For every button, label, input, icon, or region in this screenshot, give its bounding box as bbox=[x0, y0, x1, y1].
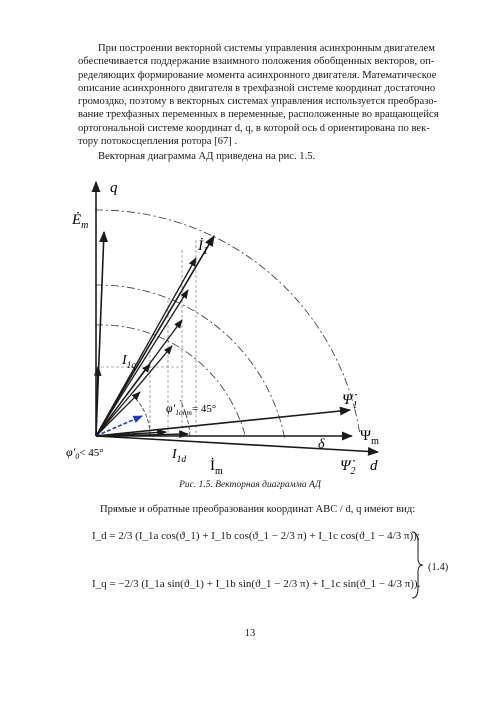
figure-caption: Рис. 1.5. Векторная диаграмма АД bbox=[179, 480, 321, 490]
equation-brace bbox=[410, 530, 424, 600]
equation-iq: I_q = −2/3 (I_1a sin(ϑ_1) + I_1b sin(ϑ_1 − 2/3 π) + I_1c sin(ϑ_1 − 4/3 π)). bbox=[92, 578, 421, 590]
text-line: тору потокосцепления ротора [67] . bbox=[78, 136, 238, 148]
arc-tiny bbox=[180, 400, 190, 436]
equation-id: I_d = 2/3 (I_1a cos(ϑ_1) + I_1b cos(ϑ_1 − 2/3 π) + I_1c cos(ϑ_1 − 4/3 π)); bbox=[92, 530, 420, 542]
label-i1: $İ_1$ bbox=[198, 238, 208, 257]
vector-diagram bbox=[0, 170, 500, 477]
text-line: громоздко, поэтому в векторных системах управления используется преобразо- bbox=[78, 96, 438, 108]
paragraph-figure-ref bbox=[78, 150, 434, 163]
text-line: При построении векторной системы управления асинхронным двигателем bbox=[98, 43, 435, 54]
text-line: вание трехфазных переменных в переменные, расположенные во вращающейся bbox=[78, 109, 439, 121]
vector-i-d bbox=[96, 346, 172, 436]
arc-inner bbox=[95, 325, 245, 435]
label-q: q bbox=[110, 180, 118, 196]
arc-small bbox=[135, 398, 150, 435]
transform-intro: Прямые и обратные преобразования координат АВС / d, q имеют вид: bbox=[100, 504, 416, 515]
label-im: $İ_m$ bbox=[210, 458, 223, 477]
equation-number: (1.4) bbox=[428, 562, 449, 573]
label-i1q: $I_{1q}$ bbox=[122, 353, 137, 371]
label-phi-opt: $\varphi'_{1опт}= 45^\circ$ bbox=[166, 401, 217, 417]
label-em: $Ė_m$ bbox=[72, 212, 89, 231]
arc-outer bbox=[95, 210, 360, 435]
text-line: описание асинхронного двигателя в трехфазной системе координат достаточно bbox=[78, 82, 436, 94]
paragraph-intro bbox=[78, 42, 439, 148]
label-delta: δ bbox=[318, 437, 325, 452]
text-line: Векторная диаграмма АД приведена на рис. 1.5. bbox=[98, 151, 316, 162]
text-line: ределяющих формирование момента асинхронного двигателя. Математическое bbox=[78, 69, 437, 81]
vector-psi1 bbox=[96, 410, 350, 436]
label-i1d: $I_{1d}$ bbox=[172, 447, 187, 465]
axis-d bbox=[96, 436, 378, 452]
text-line: обеспечивается поддержание взаимного положения обобщенных векторов, оп- bbox=[78, 56, 435, 68]
label-phi0: $\varphi'_0< 45^\circ$ bbox=[66, 445, 104, 461]
label-psi1: $\Psi̇_1$ bbox=[342, 392, 358, 411]
label-d: d bbox=[370, 458, 378, 474]
text-line: ортогональной системе координат d, q, в которой ось d ориентирована по век- bbox=[78, 122, 430, 134]
page-number: 13 bbox=[244, 628, 256, 639]
label-psi2: $\Psi̇_2$ bbox=[340, 458, 356, 477]
label-psim: $\Psi_m$ bbox=[360, 428, 379, 447]
vector-i-e bbox=[96, 364, 150, 436]
